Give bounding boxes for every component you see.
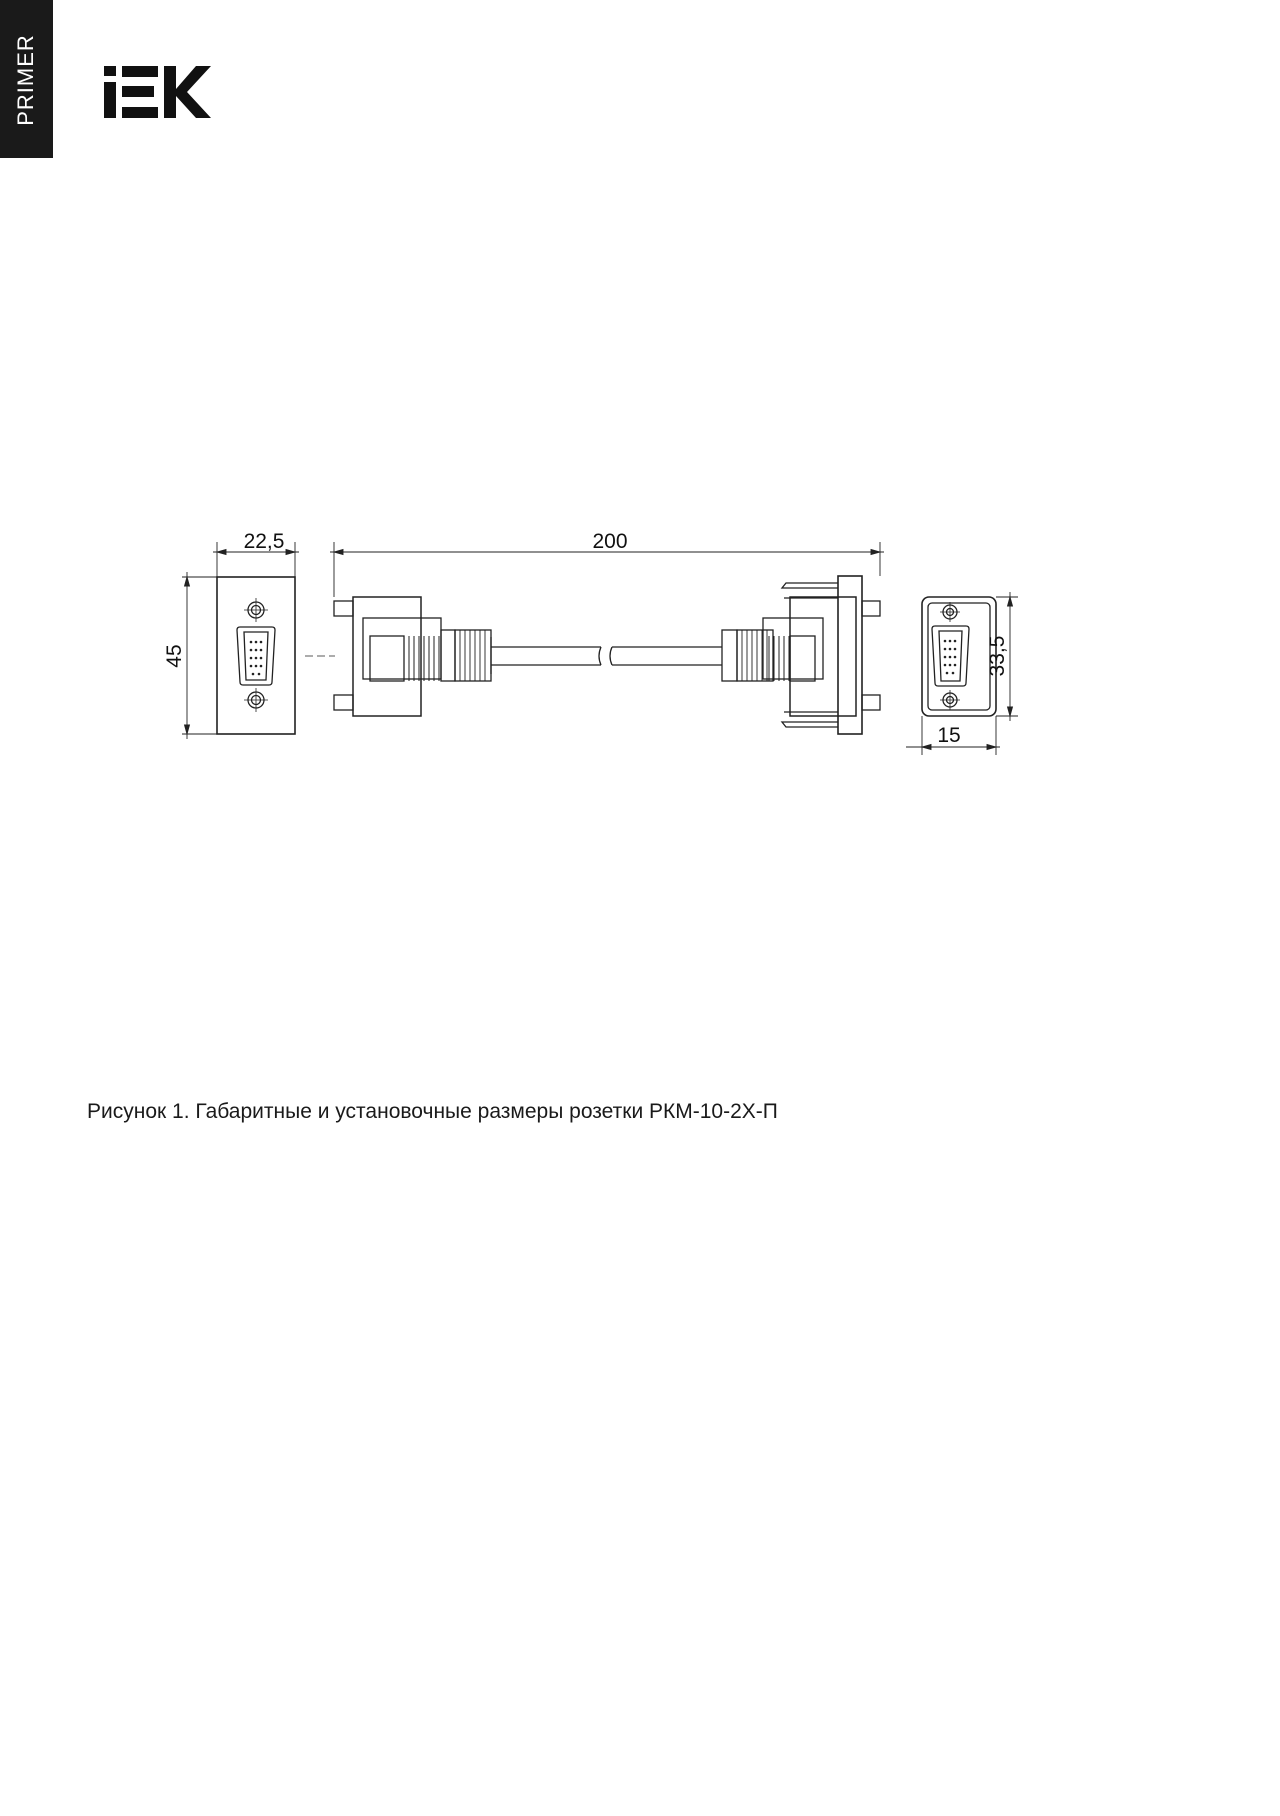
dim-label-back-width: 15: [937, 724, 961, 747]
figure-caption: Рисунок 1. Габаритные и установочные размеры розетки РКМ-10-2Х-П: [87, 1100, 778, 1123]
back-view: [922, 597, 996, 716]
series-label: PRIMER: [13, 34, 38, 126]
left-connector: [305, 597, 491, 716]
right-connector: [722, 576, 880, 734]
dim-label-cable-length: 200: [592, 530, 628, 553]
cable: [491, 647, 722, 665]
dim-label-back-height: 33,5: [986, 635, 1009, 677]
dim-front-height: [182, 572, 217, 739]
dim-label-front-height: 45: [163, 644, 186, 668]
front-view: [217, 577, 295, 734]
dim-label-front-width: 22,5: [243, 530, 285, 553]
